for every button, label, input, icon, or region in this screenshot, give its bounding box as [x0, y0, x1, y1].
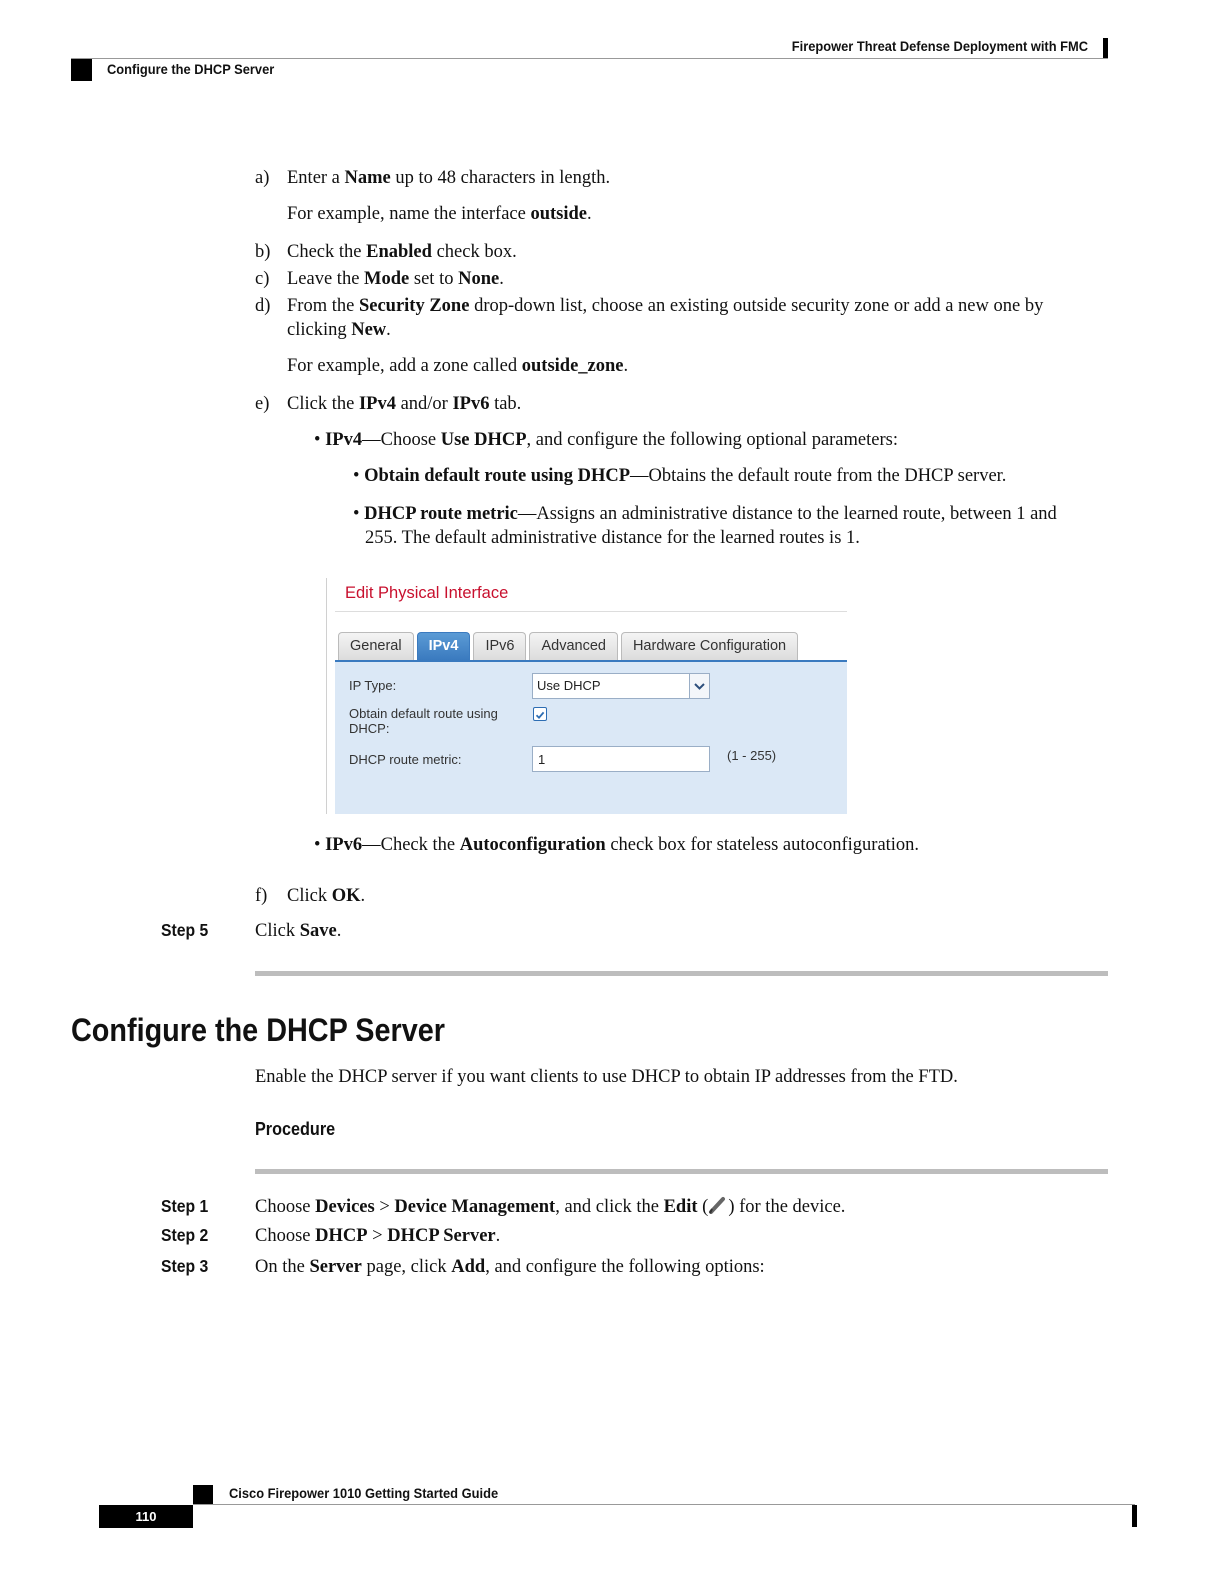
substep-c-label: c) [255, 269, 270, 289]
check-icon [534, 709, 546, 721]
step-1-label: Step 1 [161, 1196, 209, 1216]
bullet-mark: • [314, 835, 321, 855]
substep-a-label: a) [255, 168, 270, 188]
substep-d-text [287, 294, 1043, 318]
text: check box. [431, 242, 517, 262]
ui-term: IPv6 [325, 835, 363, 855]
ui-term: IPv4 [325, 430, 363, 450]
text: and/or [395, 394, 453, 414]
text: . [495, 1226, 501, 1246]
obtain-default-route-label [349, 706, 498, 736]
ui-term: Security Zone [358, 296, 470, 316]
text: tab. [489, 394, 522, 414]
text: —Check the [362, 835, 460, 855]
text: up to 48 characters in length. [390, 168, 611, 188]
text: Choose [255, 1197, 316, 1217]
ui-term: DHCP route metric [364, 504, 518, 524]
bullet-mark: • [314, 430, 321, 450]
tab-ipv6[interactable]: IPv6 [473, 632, 526, 660]
text: . [623, 356, 629, 376]
section-heading: Configure the DHCP Server [71, 1012, 445, 1048]
text: > [367, 1226, 388, 1246]
ui-term: outside [530, 204, 588, 224]
ip-type-select[interactable] [532, 673, 710, 699]
substep-e-text [287, 392, 521, 416]
footer-block [193, 1485, 213, 1505]
tab-hardware-configuration[interactable]: Hardware Configuration [621, 632, 798, 660]
substep-e-label: e) [255, 394, 270, 414]
procedure-heading: Procedure [255, 1119, 336, 1139]
text: . [336, 921, 342, 941]
ui-term: New [351, 320, 387, 340]
text: For example, add a zone called [287, 356, 522, 376]
step-end-rule [255, 971, 1108, 976]
ui-term: Server [309, 1257, 362, 1277]
ip-type-label: IP Type: [349, 678, 397, 693]
header-rule [71, 58, 1108, 59]
text: —Obtains the default route from the DHCP server. [630, 466, 1007, 486]
text: ) for the device. [728, 1197, 846, 1217]
text: set to [409, 269, 459, 289]
ui-term: outside_zone [521, 356, 624, 376]
text: . [499, 269, 504, 289]
substep-d-example [287, 354, 628, 378]
ui-term: Name [344, 168, 391, 188]
text: —Choose [362, 430, 441, 450]
ui-term: Devices [315, 1197, 375, 1217]
step-5-label: Step 5 [161, 920, 209, 940]
substep-b-text [287, 240, 517, 264]
ui-term: OK [331, 886, 361, 906]
text: , and configure the following options: [485, 1257, 765, 1277]
text: page, click [361, 1257, 452, 1277]
header-bar [1103, 38, 1108, 58]
ui-term: Autoconfiguration [459, 835, 606, 855]
step-3-label: Step 3 [161, 1256, 209, 1276]
text: —Assigns an administrative distance to the learned route, between 1 and [517, 504, 1057, 524]
ui-term: IPv6 [452, 394, 490, 414]
substep-b-label: b) [255, 242, 271, 262]
text: . [386, 320, 391, 340]
text: clicking [287, 320, 352, 340]
bullet-obtain-default-route [353, 464, 1006, 488]
text: , and configure the following optional parameters: [526, 430, 898, 450]
dialog-title-rule [335, 611, 847, 612]
ui-term: DHCP Server [387, 1226, 496, 1246]
step-5-text [255, 919, 341, 943]
ip-type-value: Use DHCP [537, 678, 601, 693]
text: Enter a [287, 168, 345, 188]
text: Leave the [287, 269, 365, 289]
ui-term: Edit [663, 1197, 698, 1217]
text: drop-down list, choose an existing outside security zone or add a new one by [469, 296, 1044, 316]
substep-d-label: d) [255, 296, 271, 316]
text: ( [697, 1197, 709, 1217]
ui-term: None [458, 269, 500, 289]
text: On the [255, 1257, 310, 1277]
header-block [71, 59, 92, 81]
page-number: 110 [99, 1505, 193, 1528]
substep-d-line2 [287, 318, 391, 342]
footer-rule [193, 1504, 1135, 1505]
text: Click [255, 921, 300, 941]
ui-term: Save [299, 921, 337, 941]
ui-term: DHCP [315, 1226, 368, 1246]
tab-ipv4[interactable]: IPv4 [417, 632, 471, 660]
label-line: DHCP: [349, 721, 390, 736]
pencil-icon [708, 1196, 728, 1214]
substep-f-label: f) [255, 886, 268, 906]
substep-c-text [287, 267, 504, 291]
dhcp-route-metric-value: 1 [538, 752, 546, 767]
bullet-dhcp-route-metric [353, 502, 1057, 526]
step-2-label: Step 2 [161, 1225, 209, 1245]
substep-f-text [287, 884, 365, 908]
dhcp-route-metric-label: DHCP route metric: [349, 752, 462, 767]
dhcp-route-metric-range: (1 - 255) [727, 748, 777, 763]
step-2-text [255, 1224, 500, 1248]
bullet-dhcp-route-metric-line2: 255. The default administrative distance for the learned routes is 1. [365, 528, 860, 548]
text: For example, name the interface [287, 204, 531, 224]
bullet-ipv6 [314, 833, 919, 857]
running-header-title: Firepower Threat Defense Deployment with FMC [791, 38, 1088, 54]
ui-term: Use DHCP [440, 430, 527, 450]
text: > [374, 1197, 395, 1217]
footer-bar [1132, 1505, 1137, 1527]
text: From the [287, 296, 359, 316]
section-intro: Enable the DHCP server if you want clients to use DHCP to obtain IP addresses from the FTD. [255, 1067, 958, 1087]
text: check box for stateless autoconfiguration. [605, 835, 920, 855]
label-line: Obtain default route using [349, 706, 498, 721]
bullet-mark: • [353, 504, 360, 524]
ui-term: Enabled [366, 242, 432, 262]
text: . [587, 204, 592, 224]
edit-physical-interface-screenshot [326, 578, 847, 814]
text: , and click the [555, 1197, 664, 1217]
tab-advanced[interactable]: Advanced [529, 632, 618, 660]
text: Choose [255, 1226, 316, 1246]
dialog-title: Edit Physical Interface [345, 584, 509, 602]
running-header-section: Configure the DHCP Server [107, 61, 275, 77]
bullet-ipv4 [314, 428, 898, 452]
text: Click the [287, 394, 359, 414]
ui-term: IPv4 [358, 394, 396, 414]
ui-term: Device Management [394, 1197, 556, 1217]
step-3-text [255, 1255, 765, 1279]
substep-a-example [287, 202, 592, 226]
ui-term: Add [451, 1257, 486, 1277]
bullet-mark: • [353, 466, 360, 486]
dhcp-route-metric-input[interactable] [532, 746, 710, 772]
obtain-default-route-checkbox[interactable] [533, 707, 547, 721]
ui-term: Obtain default route using DHCP [364, 466, 630, 486]
text: . [360, 886, 366, 906]
procedure-rule [255, 1169, 1108, 1174]
substep-a-text [287, 166, 610, 190]
footer-guide-title: Cisco Firepower 1010 Getting Started Guide [229, 1485, 499, 1501]
step-1-text [255, 1195, 845, 1219]
text: Check the [287, 242, 367, 262]
text: Click [287, 886, 332, 906]
ipv4-form [335, 662, 847, 814]
tab-general[interactable]: General [338, 632, 414, 660]
ui-term: Mode [364, 269, 410, 289]
chevron-down-icon[interactable] [689, 674, 709, 698]
tab-bar [338, 632, 798, 660]
